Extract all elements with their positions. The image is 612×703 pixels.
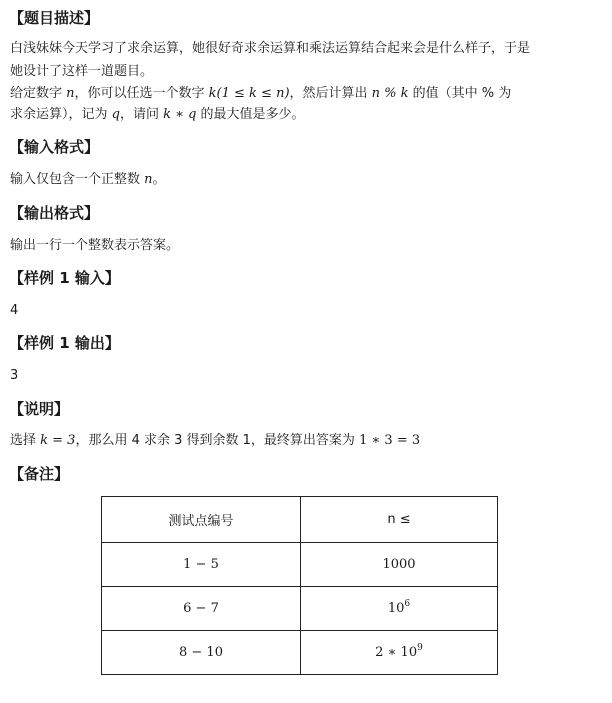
math-n: n xyxy=(66,86,75,101)
heading-sample-output: 【样例 1 输出】 xyxy=(9,334,120,352)
heading-description: 【题目描述】 xyxy=(9,9,100,27)
text: 。 xyxy=(152,172,166,187)
output-format-text: 输出一行一个整数表示答案。 xyxy=(10,238,180,253)
heading-notes: 【备注】 xyxy=(9,465,70,483)
table-cell-range: 1 − 5 xyxy=(102,543,301,587)
table-header-cell: n ≤ xyxy=(301,497,498,543)
sample-input-value: 4 xyxy=(10,303,19,318)
table-header-cell: 测试点编号 xyxy=(102,497,301,543)
text: ，然后计算出 xyxy=(289,86,372,101)
text: ，请问 xyxy=(119,107,164,122)
heading-input-format: 【输入格式】 xyxy=(9,138,100,156)
text: ，那么用 4 求余 3 得到余数 1，最终算出答案为 xyxy=(75,433,360,448)
heading-output-format: 【输出格式】 xyxy=(9,204,100,222)
table-cell-range: 6 − 7 xyxy=(102,587,301,631)
constraints-table xyxy=(101,496,498,675)
table-header-row xyxy=(102,497,498,543)
limit-base: 2 ∗ 10 xyxy=(375,645,418,660)
math-k-equals: k = 3 xyxy=(40,433,76,448)
table-row xyxy=(102,587,498,631)
math-k-range: k(1 ≤ k ≤ n) xyxy=(208,86,290,101)
math-result: 1 ∗ 3 = 3 xyxy=(359,433,421,448)
math-n: n xyxy=(144,172,153,187)
table-cell-limit: 1000 xyxy=(301,543,498,587)
table-cell-limit xyxy=(301,631,498,675)
math-product-expr: k ∗ q xyxy=(163,107,197,122)
text: 求余运算），记为 xyxy=(10,107,112,122)
text: 的值（其中 % 为 xyxy=(408,86,512,101)
limit-exponent: 6 xyxy=(404,599,411,609)
table-cell-limit xyxy=(301,587,498,631)
sample-output-value: 3 xyxy=(10,368,19,383)
text: 选择 xyxy=(10,433,41,448)
math-q: q xyxy=(111,107,120,122)
table-row xyxy=(102,543,498,587)
text: 给定数字 xyxy=(10,86,67,101)
description-line-1: 白浅妹妹今天学习了求余运算，她很好奇求余运算和乘法运算结合起来会是什么样子，于是 xyxy=(10,41,531,56)
text: ，你可以任选一个数字 xyxy=(74,86,209,101)
input-format-text xyxy=(10,171,166,189)
math-mod-expr: n % k xyxy=(371,86,409,101)
description-line-2: 她设计了这样一道题目。 xyxy=(10,64,154,79)
limit-exponent: 9 xyxy=(417,643,423,653)
heading-explanation: 【说明】 xyxy=(9,400,70,418)
text: 的最大值是多少。 xyxy=(196,107,305,122)
description-line-4 xyxy=(10,106,305,124)
explanation-text xyxy=(10,432,420,450)
limit-base: 10 xyxy=(387,601,405,616)
heading-sample-input: 【样例 1 输入】 xyxy=(9,269,120,287)
table-cell-range: 8 − 10 xyxy=(102,631,301,675)
text: 输入仅包含一个正整数 xyxy=(10,172,145,187)
table-row xyxy=(102,631,498,675)
description-line-3 xyxy=(10,85,511,103)
